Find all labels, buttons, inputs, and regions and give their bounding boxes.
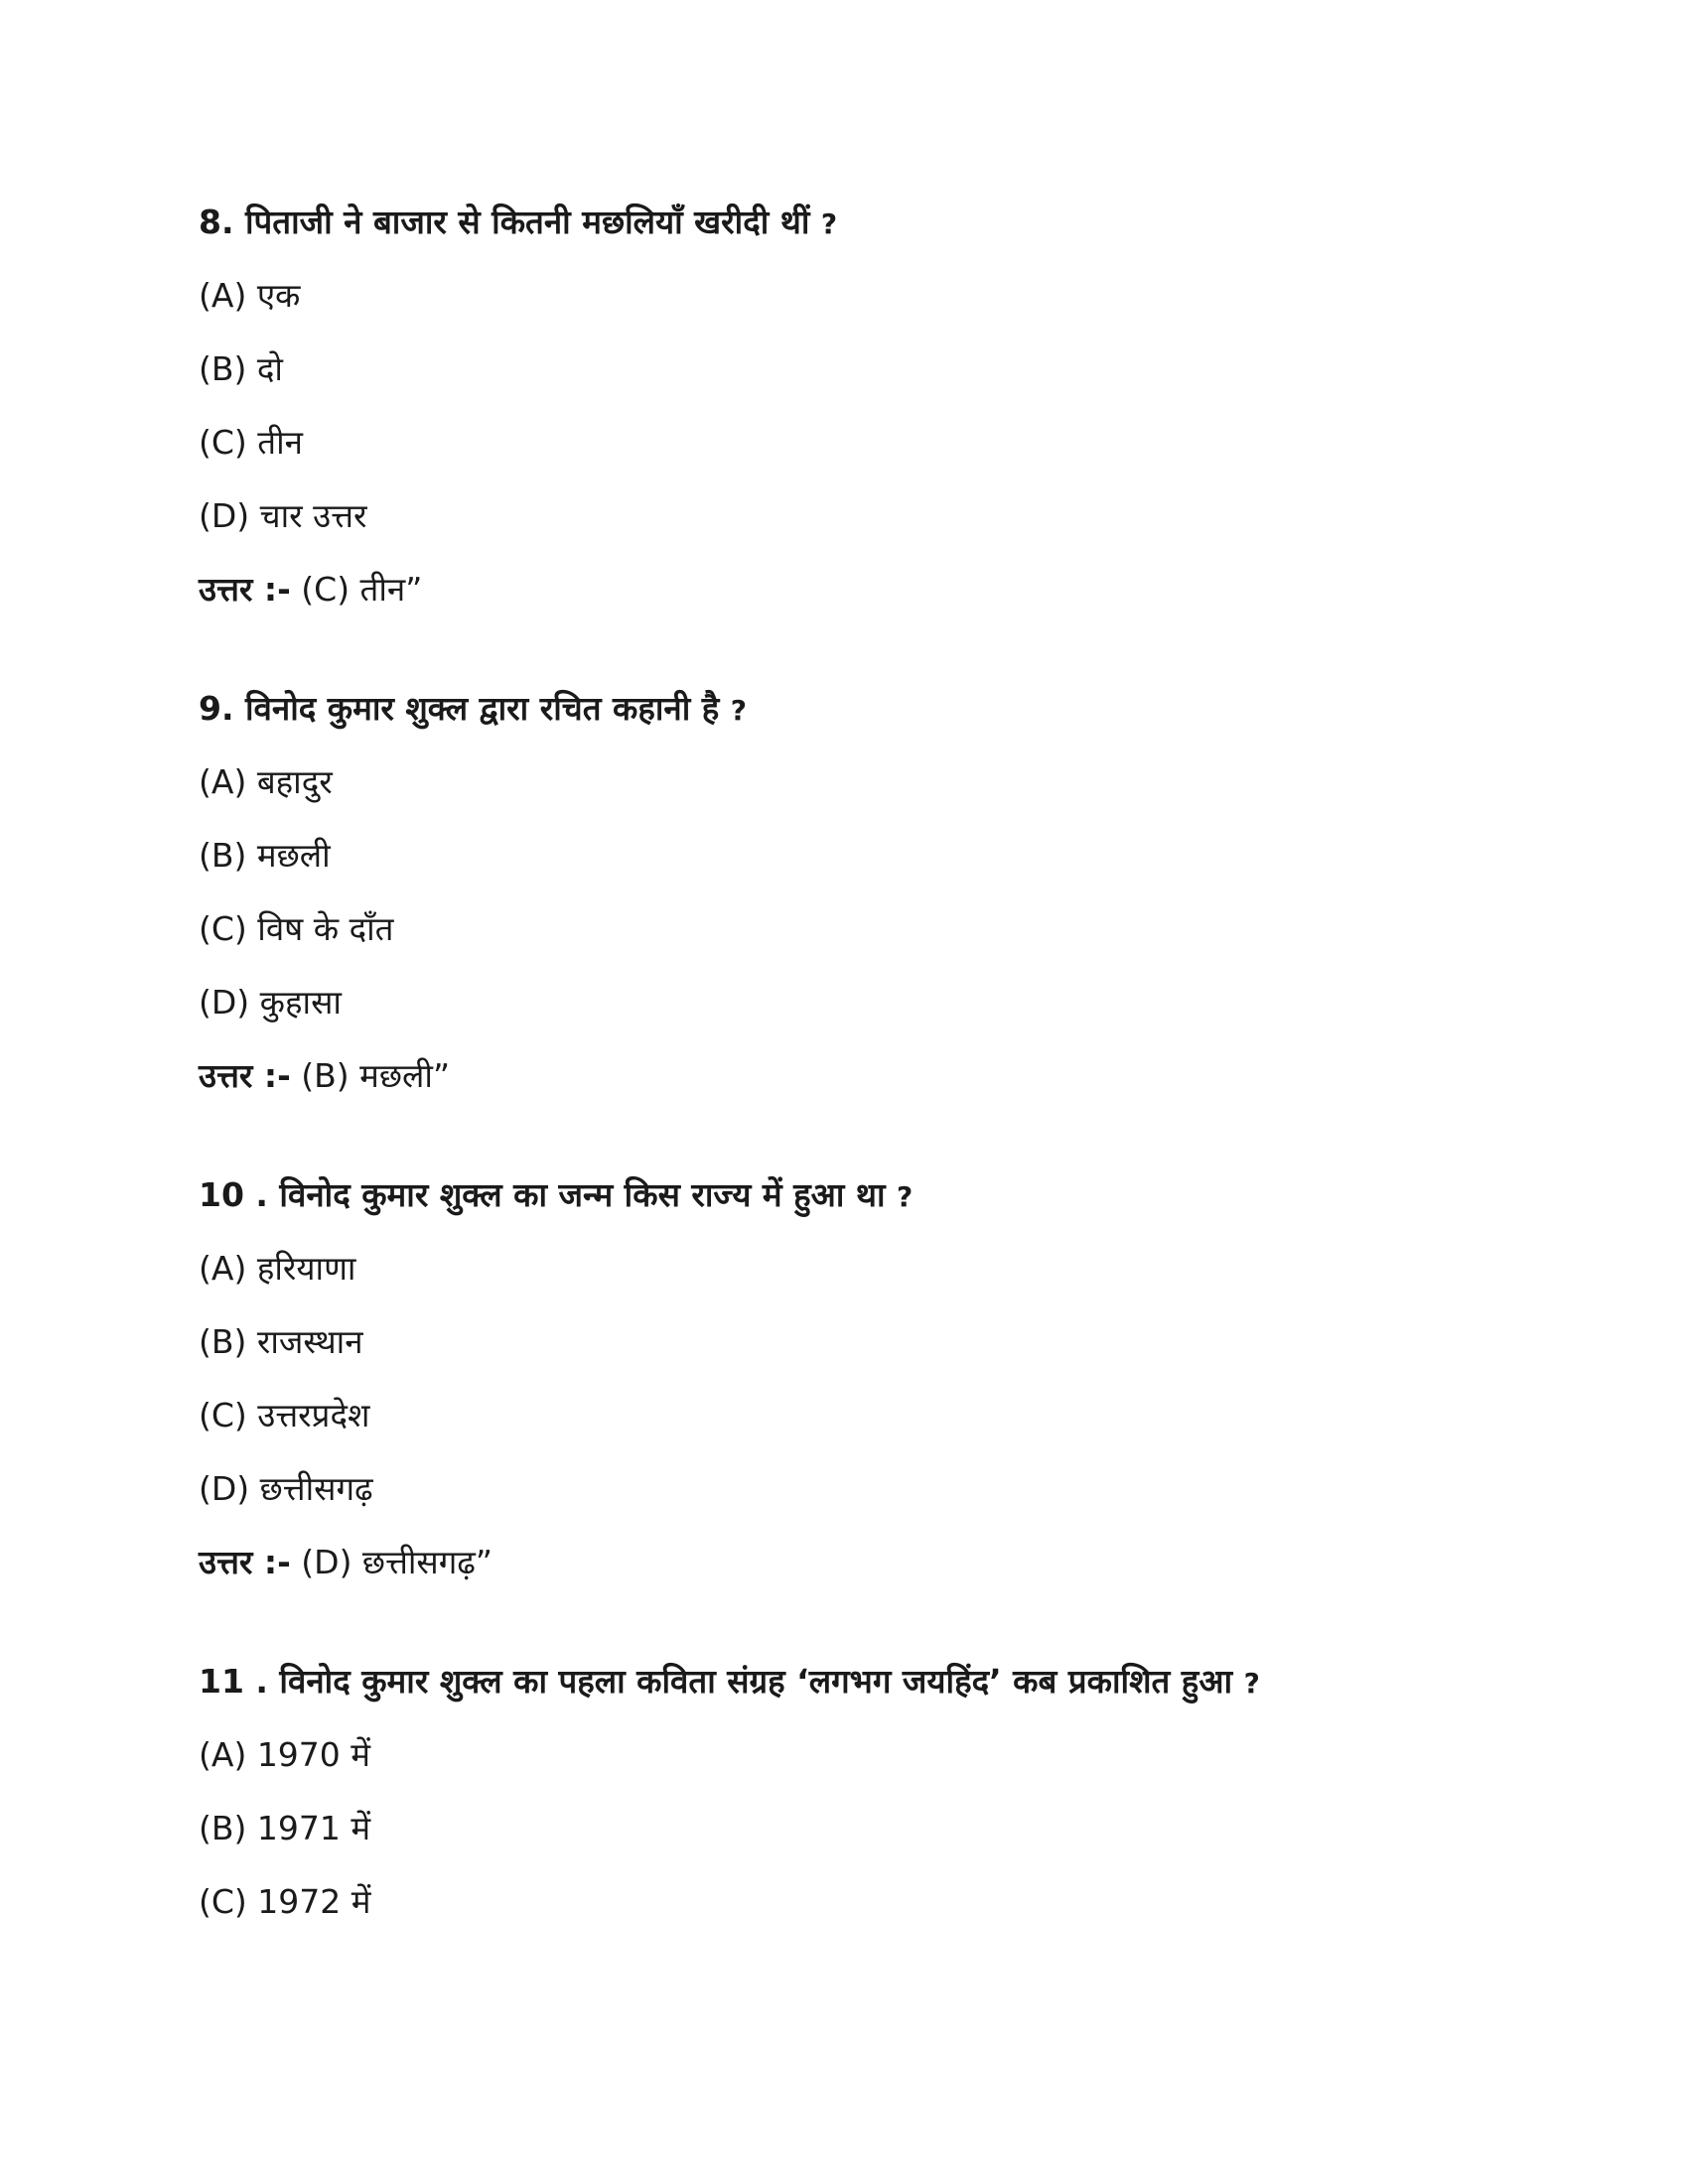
question-text [199, 1173, 1539, 1217]
question-text [199, 1660, 1539, 1704]
option-d: (D) कुहासा [199, 983, 342, 1022]
answer-line [199, 1541, 1539, 1584]
option-c: (C) 1972 में [199, 1882, 371, 1921]
question-mark: ? [897, 1180, 914, 1213]
option-c: (C) उत्तरप्रदेश [199, 1396, 370, 1434]
answer-line [199, 1054, 1539, 1098]
question-mark: ? [1243, 1667, 1260, 1700]
answer-line [199, 568, 1539, 612]
question-mark: ? [730, 694, 748, 727]
question-label: 10 . विनोद कुमार शुक्ल का जन्म किस राज्य में हुआ था [199, 1175, 886, 1214]
option-d: (D) चार उत्तर [199, 496, 367, 535]
option-a: (A) 1970 में [199, 1735, 371, 1774]
question-label: 9. विनोद कुमार शुक्ल द्वारा रचित कहानी है [199, 689, 720, 728]
question-label: 8. पिताजी ने बाजार से कितनी मछलियाँ खरीदी थीं [199, 203, 810, 241]
question-text [199, 687, 1539, 731]
answer-label: उत्तर :- [199, 570, 291, 609]
answer-value: (C) तीन” [301, 570, 423, 609]
question-block-8 [199, 201, 1539, 612]
option-d: (D) छत्तीसगढ़ [199, 1469, 373, 1508]
question-label: 11 . विनोद कुमार शुक्ल का पहला कविता संग्रह ‘लगभग जयहिंद’ कब प्रकाशित हुआ [199, 1662, 1233, 1701]
option-c: (C) विष के दाँत [199, 909, 394, 948]
option-b: (B) मछली [199, 836, 331, 875]
question-text [199, 201, 1539, 244]
answer-label: उत्तर :- [199, 1543, 291, 1581]
answer-value: (B) मछली” [301, 1056, 451, 1095]
question-block-10 [199, 1173, 1539, 1584]
option-c: (C) तीन [199, 423, 303, 462]
option-a: (A) एक [199, 276, 301, 315]
option-a: (A) हरियाणा [199, 1249, 356, 1288]
question-block-11 [199, 1660, 1539, 1954]
option-b: (B) राजस्थान [199, 1322, 363, 1361]
question-mark: ? [820, 207, 838, 240]
option-b: (B) 1971 में [199, 1809, 371, 1847]
option-a: (A) बहादुर [199, 762, 333, 801]
answer-value: (D) छत्तीसगढ़” [301, 1543, 492, 1581]
answer-label: उत्तर :- [199, 1056, 291, 1095]
question-block-9 [199, 687, 1539, 1098]
option-b: (B) दो [199, 349, 283, 388]
